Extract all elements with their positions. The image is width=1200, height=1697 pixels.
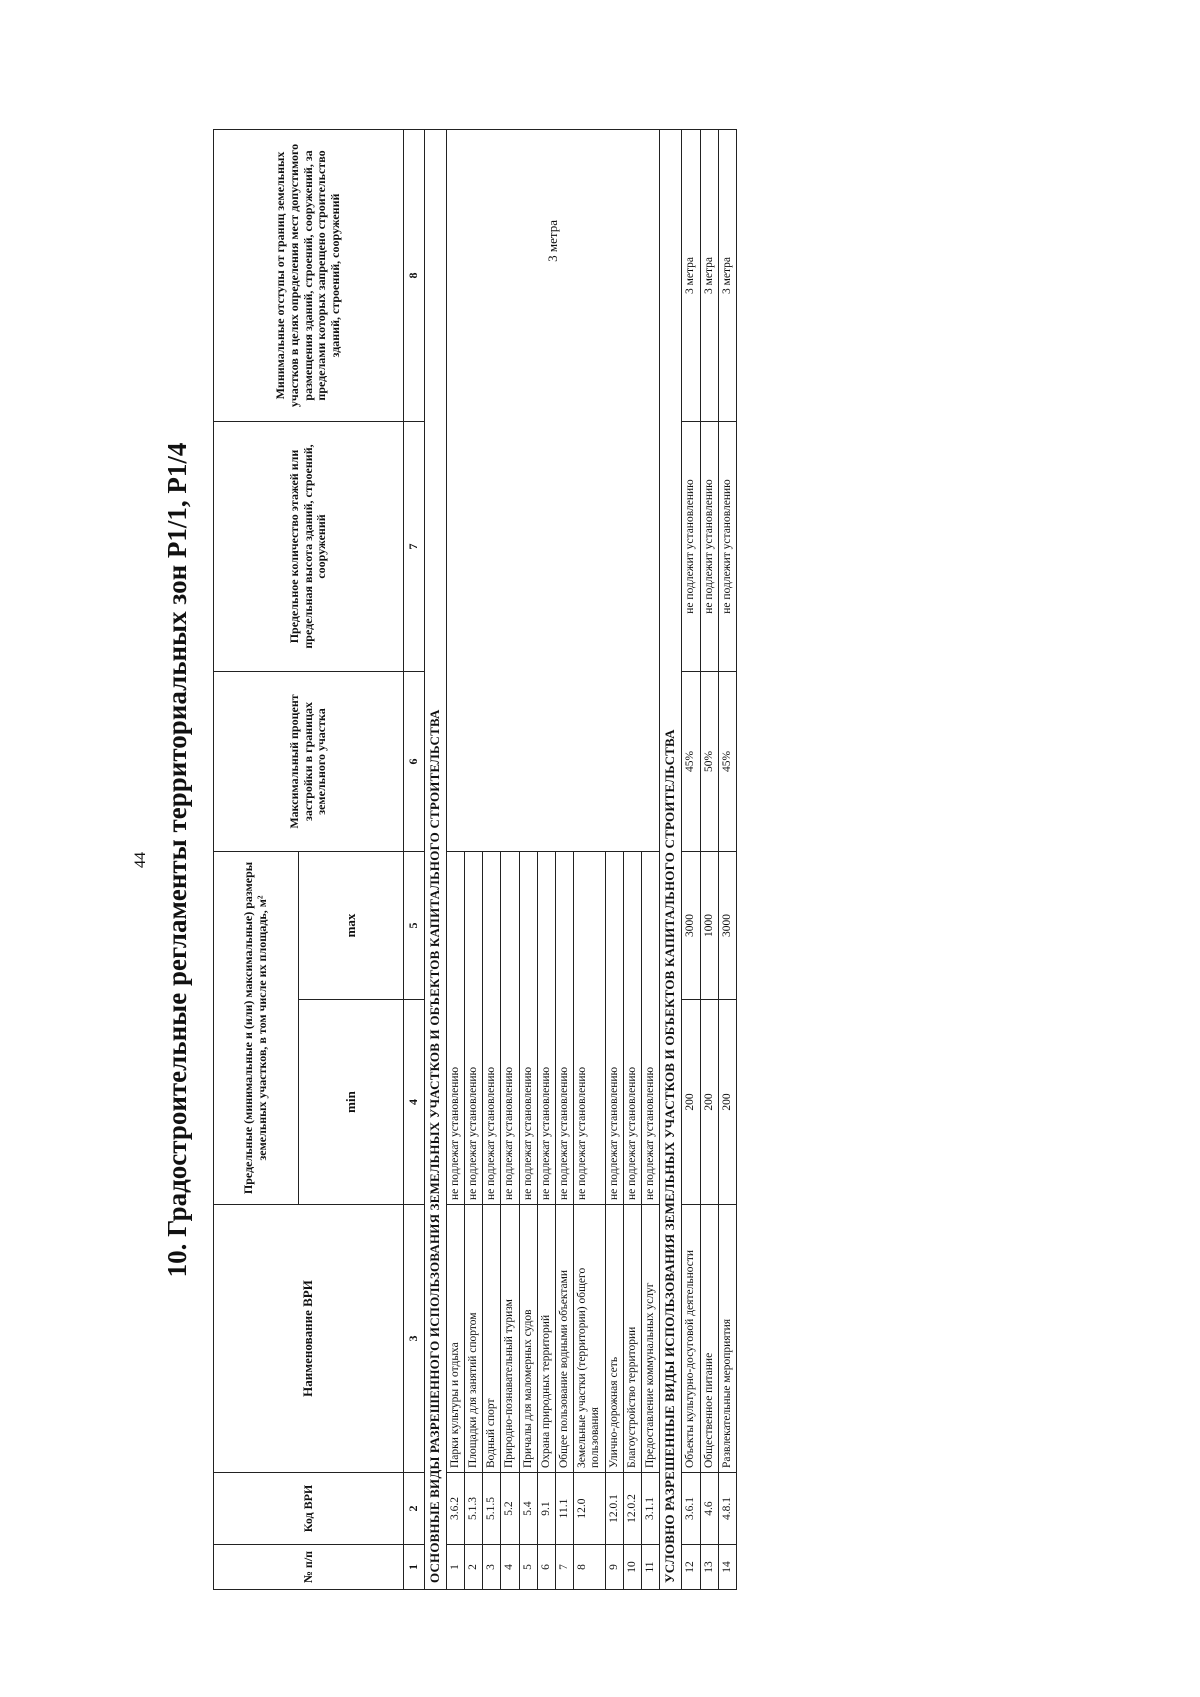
row-floors: не подлежит установлению: [700, 421, 718, 671]
page-title: 10. Градостроительные регламенты территориальных зон Р1/1, Р1/4: [162, 442, 192, 1278]
header-name: Наименование ВРИ: [214, 1205, 404, 1473]
column-number: 1: [404, 1545, 425, 1590]
row-name: Развлекательные мероприятия: [718, 1205, 736, 1473]
row-number: 11: [642, 1545, 660, 1590]
row-code: 12.0.2: [623, 1473, 641, 1545]
row-number: 2: [464, 1545, 482, 1590]
row-name: Водный спорт: [483, 1205, 501, 1473]
row-number: 7: [556, 1545, 574, 1590]
column-number: 7: [404, 421, 425, 671]
row-percent: 50%: [700, 671, 718, 851]
row-sizes: не подлежат установлению: [537, 851, 555, 1204]
row-code: 11.1: [556, 1473, 574, 1545]
row-number: 13: [700, 1545, 718, 1590]
row-name: Предоставление коммунальных услуг: [642, 1205, 660, 1473]
column-number: 4: [404, 1000, 425, 1205]
row-code: 4.6: [700, 1473, 718, 1545]
table-row: [682, 129, 700, 1589]
row-name: Общественное питание: [700, 1205, 718, 1473]
row-code: 9.1: [537, 1473, 555, 1545]
header-number: № п/п: [214, 1545, 404, 1590]
row-number: 12: [682, 1545, 700, 1590]
row-code: 5.1.3: [464, 1473, 482, 1545]
row-sizes: не подлежат установлению: [446, 851, 464, 1204]
row-number: 1: [446, 1545, 464, 1590]
row-code: 5.2: [501, 1473, 519, 1545]
row-code: 12.0: [574, 1473, 605, 1545]
row-number: 3: [483, 1545, 501, 1590]
row-min: 200: [682, 1000, 700, 1205]
row-sizes: не подлежат установлению: [483, 851, 501, 1204]
page-number: 44: [132, 852, 149, 868]
row-code: 4.8.1: [718, 1473, 736, 1545]
rotated-page: [118, 90, 1078, 1630]
row-code: 3.1.1: [642, 1473, 660, 1545]
section-row-conditional: [660, 129, 682, 1589]
row-code: 3.6.1: [682, 1473, 700, 1545]
section-title-conditional: УСЛОВНО РАЗРЕШЕННЫЕ ВИДЫ ИСПОЛЬЗОВАНИЯ ЗЕМЕЛЬНЫХ УЧАСТКОВ И ОБЪЕКТОВ КАПИТАЛЬНОГО СТРОИТЕЛЬСТВА: [660, 129, 682, 1589]
row-setback: 3 метра: [718, 129, 736, 421]
row-code: 5.1.5: [483, 1473, 501, 1545]
row-code: 5.4: [519, 1473, 537, 1545]
row-setback: 3 метра: [700, 129, 718, 421]
row-max: 3000: [682, 851, 700, 999]
column-number-row: [404, 129, 425, 1589]
regulations-table: [213, 129, 737, 1590]
row-name: Улично-дорожная сеть: [605, 1205, 623, 1473]
table-body: [404, 129, 737, 1589]
row-number: 14: [718, 1545, 736, 1590]
row-sizes: не подлежат установлению: [623, 851, 641, 1204]
table-row: [446, 129, 464, 1589]
section-row-main: [424, 129, 446, 1589]
row-name: Парки культуры и отдыха: [446, 1205, 464, 1473]
row-sizes: не подлежат установлению: [574, 851, 605, 1204]
header-min: min: [299, 1000, 404, 1205]
row-percent: 45%: [682, 671, 700, 851]
row-code: 3.6.2: [446, 1473, 464, 1545]
row-sizes: не подлежат установлению: [501, 851, 519, 1204]
row-name: Объекты культурно-досуговой деятельности: [682, 1205, 700, 1473]
row-name: Причалы для маломерных судов: [519, 1205, 537, 1473]
header-row: [214, 129, 299, 1589]
row-sizes: не подлежат установлению: [556, 851, 574, 1204]
row-sizes: не подлежат установлению: [605, 851, 623, 1204]
row-setback: 3 метра: [682, 129, 700, 421]
row-number: 8: [574, 1545, 605, 1590]
header-percent: Максимальный процент застройки в границах земельного участка: [214, 671, 404, 851]
row-min: 200: [718, 1000, 736, 1205]
header-max: max: [299, 851, 404, 999]
main-setback: 3 метра: [446, 129, 660, 851]
column-number: 8: [404, 129, 425, 421]
column-number: 2: [404, 1473, 425, 1545]
regulations-table-wrap: [213, 130, 737, 1590]
header-floors: Предельное количество этажей или предельная высота зданий, строений, сооружений: [214, 421, 404, 671]
row-max: 1000: [700, 851, 718, 999]
row-number: 4: [501, 1545, 519, 1590]
row-name: Общее пользование водными объектами: [556, 1205, 574, 1473]
header-code: Код ВРИ: [214, 1473, 404, 1545]
row-number: 5: [519, 1545, 537, 1590]
section-title-main: ОСНОВНЫЕ ВИДЫ РАЗРЕШЕННОГО ИСПОЛЬЗОВАНИЯ ЗЕМЕЛЬНЫХ УЧАСТКОВ И ОБЪЕКТОВ КАПИТАЛЬНОГО СТРОИТЕЛЬСТВА: [424, 129, 446, 1589]
row-name: Природно-познавательный туризм: [501, 1205, 519, 1473]
column-number: 5: [404, 851, 425, 999]
row-code: 12.0.1: [605, 1473, 623, 1545]
row-name: Охрана природных территорий: [537, 1205, 555, 1473]
table-row: [700, 129, 718, 1589]
row-min: 200: [700, 1000, 718, 1205]
row-name: Благоустройство территории: [623, 1205, 641, 1473]
row-number: 10: [623, 1545, 641, 1590]
table-row: [718, 129, 736, 1589]
row-sizes: не подлежат установлению: [464, 851, 482, 1204]
row-floors: не подлежит установлению: [718, 421, 736, 671]
row-max: 3000: [718, 851, 736, 999]
row-name: Площадки для занятий спортом: [464, 1205, 482, 1473]
row-name: Земельные участки (территории) общего пользования: [574, 1205, 605, 1473]
row-sizes: не подлежат установлению: [642, 851, 660, 1204]
row-percent: 45%: [718, 671, 736, 851]
row-number: 9: [605, 1545, 623, 1590]
row-number: 6: [537, 1545, 555, 1590]
row-floors: не подлежит установлению: [682, 421, 700, 671]
column-number: 3: [404, 1205, 425, 1473]
header-sizes: Предельные (минимальные и (или) максимальные) размеры земельных участков, в том числе их площадь, м²: [214, 851, 299, 1204]
row-sizes: не подлежат установлению: [519, 851, 537, 1204]
header-setback: Минимальные отступы от границ земельных участков в целях определения мест допустимого размещения зданий, строений, сооружений, за пределами которых запрещено строительство зданий, строений, сооружений: [214, 129, 404, 421]
column-number: 6: [404, 671, 425, 851]
